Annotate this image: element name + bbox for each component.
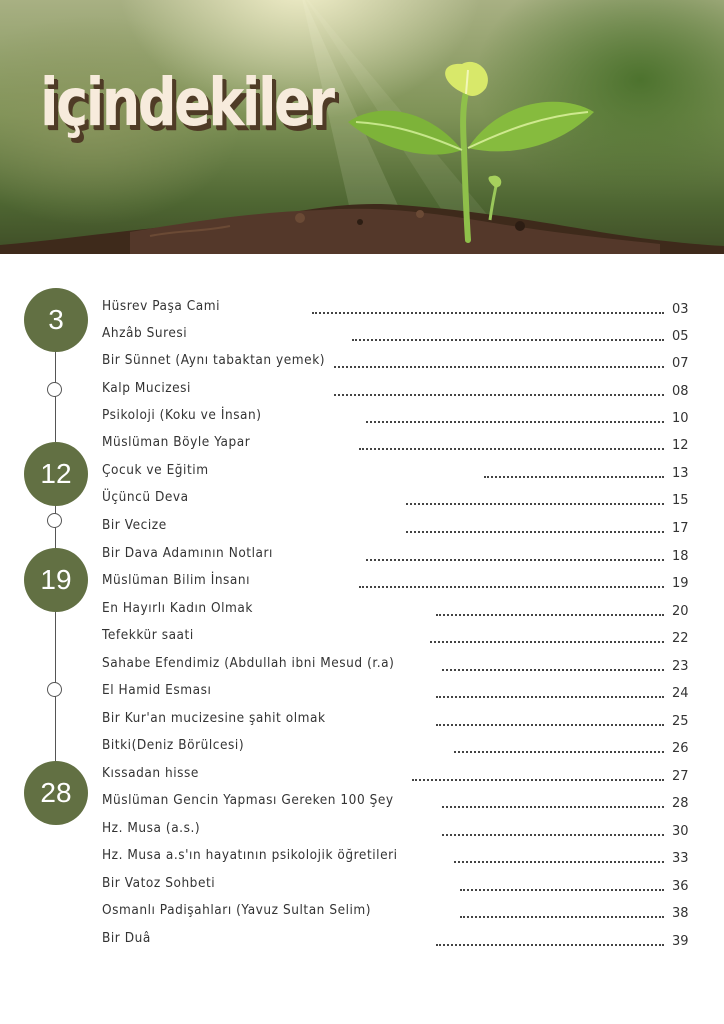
toc-leader-dots <box>442 806 664 808</box>
toc-entry[interactable] <box>0 627 724 654</box>
toc-leader-dots <box>406 503 664 505</box>
toc-entry-page: 25 <box>672 714 689 729</box>
toc-entry-page: 15 <box>672 493 689 508</box>
toc-entry[interactable] <box>0 930 724 957</box>
toc-entry[interactable] <box>0 434 724 461</box>
toc-entry-title: Bir Vatoz Sohbeti <box>102 875 216 891</box>
toc-leader-dots <box>436 724 664 726</box>
toc-entry[interactable] <box>0 298 724 325</box>
toc-entry[interactable] <box>0 352 724 379</box>
toc-entry-title: Tefekkür saati <box>102 627 194 643</box>
toc-entry-page: 19 <box>672 576 689 591</box>
toc-leader-dots <box>359 448 664 450</box>
toc-entry[interactable] <box>0 847 724 874</box>
toc-entry-title: Üçüncü Deva <box>102 489 189 505</box>
toc-entry-title: Bir Vecize <box>102 517 167 533</box>
page-title: içindekiler <box>40 64 333 141</box>
toc-entry[interactable] <box>0 325 724 352</box>
toc-entry[interactable] <box>0 902 724 929</box>
toc-entry-title: Müslüman Bilim İnsanı <box>102 572 251 588</box>
toc-leader-dots <box>442 834 664 836</box>
toc-entry-title: Kıssadan hisse <box>102 765 199 781</box>
timeline-marker-3: 3 <box>24 288 88 352</box>
toc-entry-title: Çocuk ve Eğitim <box>102 462 209 478</box>
toc-entry-page: 20 <box>672 604 689 619</box>
toc-entry[interactable] <box>0 462 724 489</box>
toc-entry[interactable] <box>0 380 724 407</box>
toc-entry-page: 07 <box>672 356 689 371</box>
toc-leader-dots <box>366 421 664 423</box>
toc-entry-title: Hz. Musa a.s'ın hayatının psikolojik öğretileri <box>102 847 398 863</box>
toc-entry-page: 30 <box>672 824 689 839</box>
toc-entry[interactable] <box>0 875 724 902</box>
toc-leader-dots <box>454 861 664 863</box>
toc-entry-title: Bir Dava Adamının Notları <box>102 545 273 561</box>
toc-entry-title: Sahabe Efendimiz (Abdullah ibni Mesud (r.a) <box>102 655 395 671</box>
toc-leader-dots <box>412 779 664 781</box>
toc-entry[interactable] <box>0 765 724 792</box>
toc-entry-page: 03 <box>672 302 689 317</box>
toc-entry-page: 33 <box>672 851 689 866</box>
toc-leader-dots <box>436 614 664 616</box>
toc-entry[interactable] <box>0 572 724 599</box>
toc-entry[interactable] <box>0 489 724 516</box>
toc-entry-page: 17 <box>672 521 689 536</box>
toc-entry-page: 22 <box>672 631 689 646</box>
toc-entry[interactable] <box>0 820 724 847</box>
toc-entry-title: Müslüman Gencin Yapması Gereken 100 Şey <box>102 792 394 808</box>
toc-leader-dots <box>359 586 664 588</box>
toc-entry[interactable] <box>0 545 724 572</box>
toc-entry[interactable] <box>0 792 724 819</box>
toc-leader-dots <box>460 889 664 891</box>
toc-entry-page: 26 <box>672 741 689 756</box>
toc-entry[interactable] <box>0 600 724 627</box>
toc-entry-title: Osmanlı Padişahları (Yavuz Sultan Selim) <box>102 902 372 918</box>
toc-entry-page: 24 <box>672 686 689 701</box>
toc-leader-dots <box>454 751 664 753</box>
toc-entry[interactable] <box>0 655 724 682</box>
toc-leader-dots <box>436 944 664 946</box>
toc-entry[interactable] <box>0 517 724 544</box>
toc-entry-page: 27 <box>672 769 689 784</box>
toc-entry-page: 10 <box>672 411 689 426</box>
toc-entry-title: En Hayırlı Kadın Olmak <box>102 600 253 616</box>
toc-leader-dots <box>312 312 664 314</box>
toc-entry-title: El Hamid Esması <box>102 682 212 698</box>
toc-entry-page: 18 <box>672 549 689 564</box>
toc-entry[interactable] <box>0 407 724 434</box>
toc-entry-page: 36 <box>672 879 689 894</box>
toc-entry-title: Ahzâb Suresi <box>102 325 188 341</box>
toc-leader-dots <box>366 559 664 561</box>
toc-entry-title: Bir Sünnet (Aynı tabaktan yemek) <box>102 352 326 368</box>
toc-entry-title: Bir Duâ <box>102 930 151 946</box>
timeline-marker-19: 19 <box>24 548 88 612</box>
toc-leader-dots <box>352 339 664 341</box>
toc-entry-title: Müslüman Böyle Yapar <box>102 434 251 450</box>
toc-entry-page: 38 <box>672 906 689 921</box>
toc-leader-dots <box>430 641 664 643</box>
toc-leader-dots <box>484 476 664 478</box>
toc-entry-page: 28 <box>672 796 689 811</box>
toc-entry-page: 05 <box>672 329 689 344</box>
toc-leader-dots <box>436 696 664 698</box>
toc-entry-title: Psikoloji (Koku ve İnsan) <box>102 407 262 423</box>
toc-leader-dots <box>460 916 664 918</box>
toc-entry-page: 13 <box>672 466 689 481</box>
toc-entry-title: Hz. Musa (a.s.) <box>102 820 201 836</box>
toc-entry-page: 39 <box>672 934 689 949</box>
toc-entry-page: 12 <box>672 438 689 453</box>
toc-entry-page: 08 <box>672 384 689 399</box>
toc-leader-dots <box>334 366 664 368</box>
toc-entry-title: Kalp Mucizesi <box>102 380 191 396</box>
toc-leader-dots <box>406 531 664 533</box>
toc-entry-title: Bir Kur'an mucizesine şahit olmak <box>102 710 326 726</box>
toc-entry-title: Bitki(Deniz Börülcesi) <box>102 737 245 753</box>
toc-entry[interactable] <box>0 682 724 709</box>
toc-entry[interactable] <box>0 737 724 764</box>
toc-entry-title: Hüsrev Paşa Cami <box>102 298 221 314</box>
timeline-marker-28: 28 <box>24 761 88 825</box>
toc-entry-page: 23 <box>672 659 689 674</box>
toc-leader-dots <box>334 394 664 396</box>
toc-leader-dots <box>442 669 664 671</box>
toc-entry[interactable] <box>0 710 724 737</box>
timeline-marker-12: 12 <box>24 442 88 506</box>
